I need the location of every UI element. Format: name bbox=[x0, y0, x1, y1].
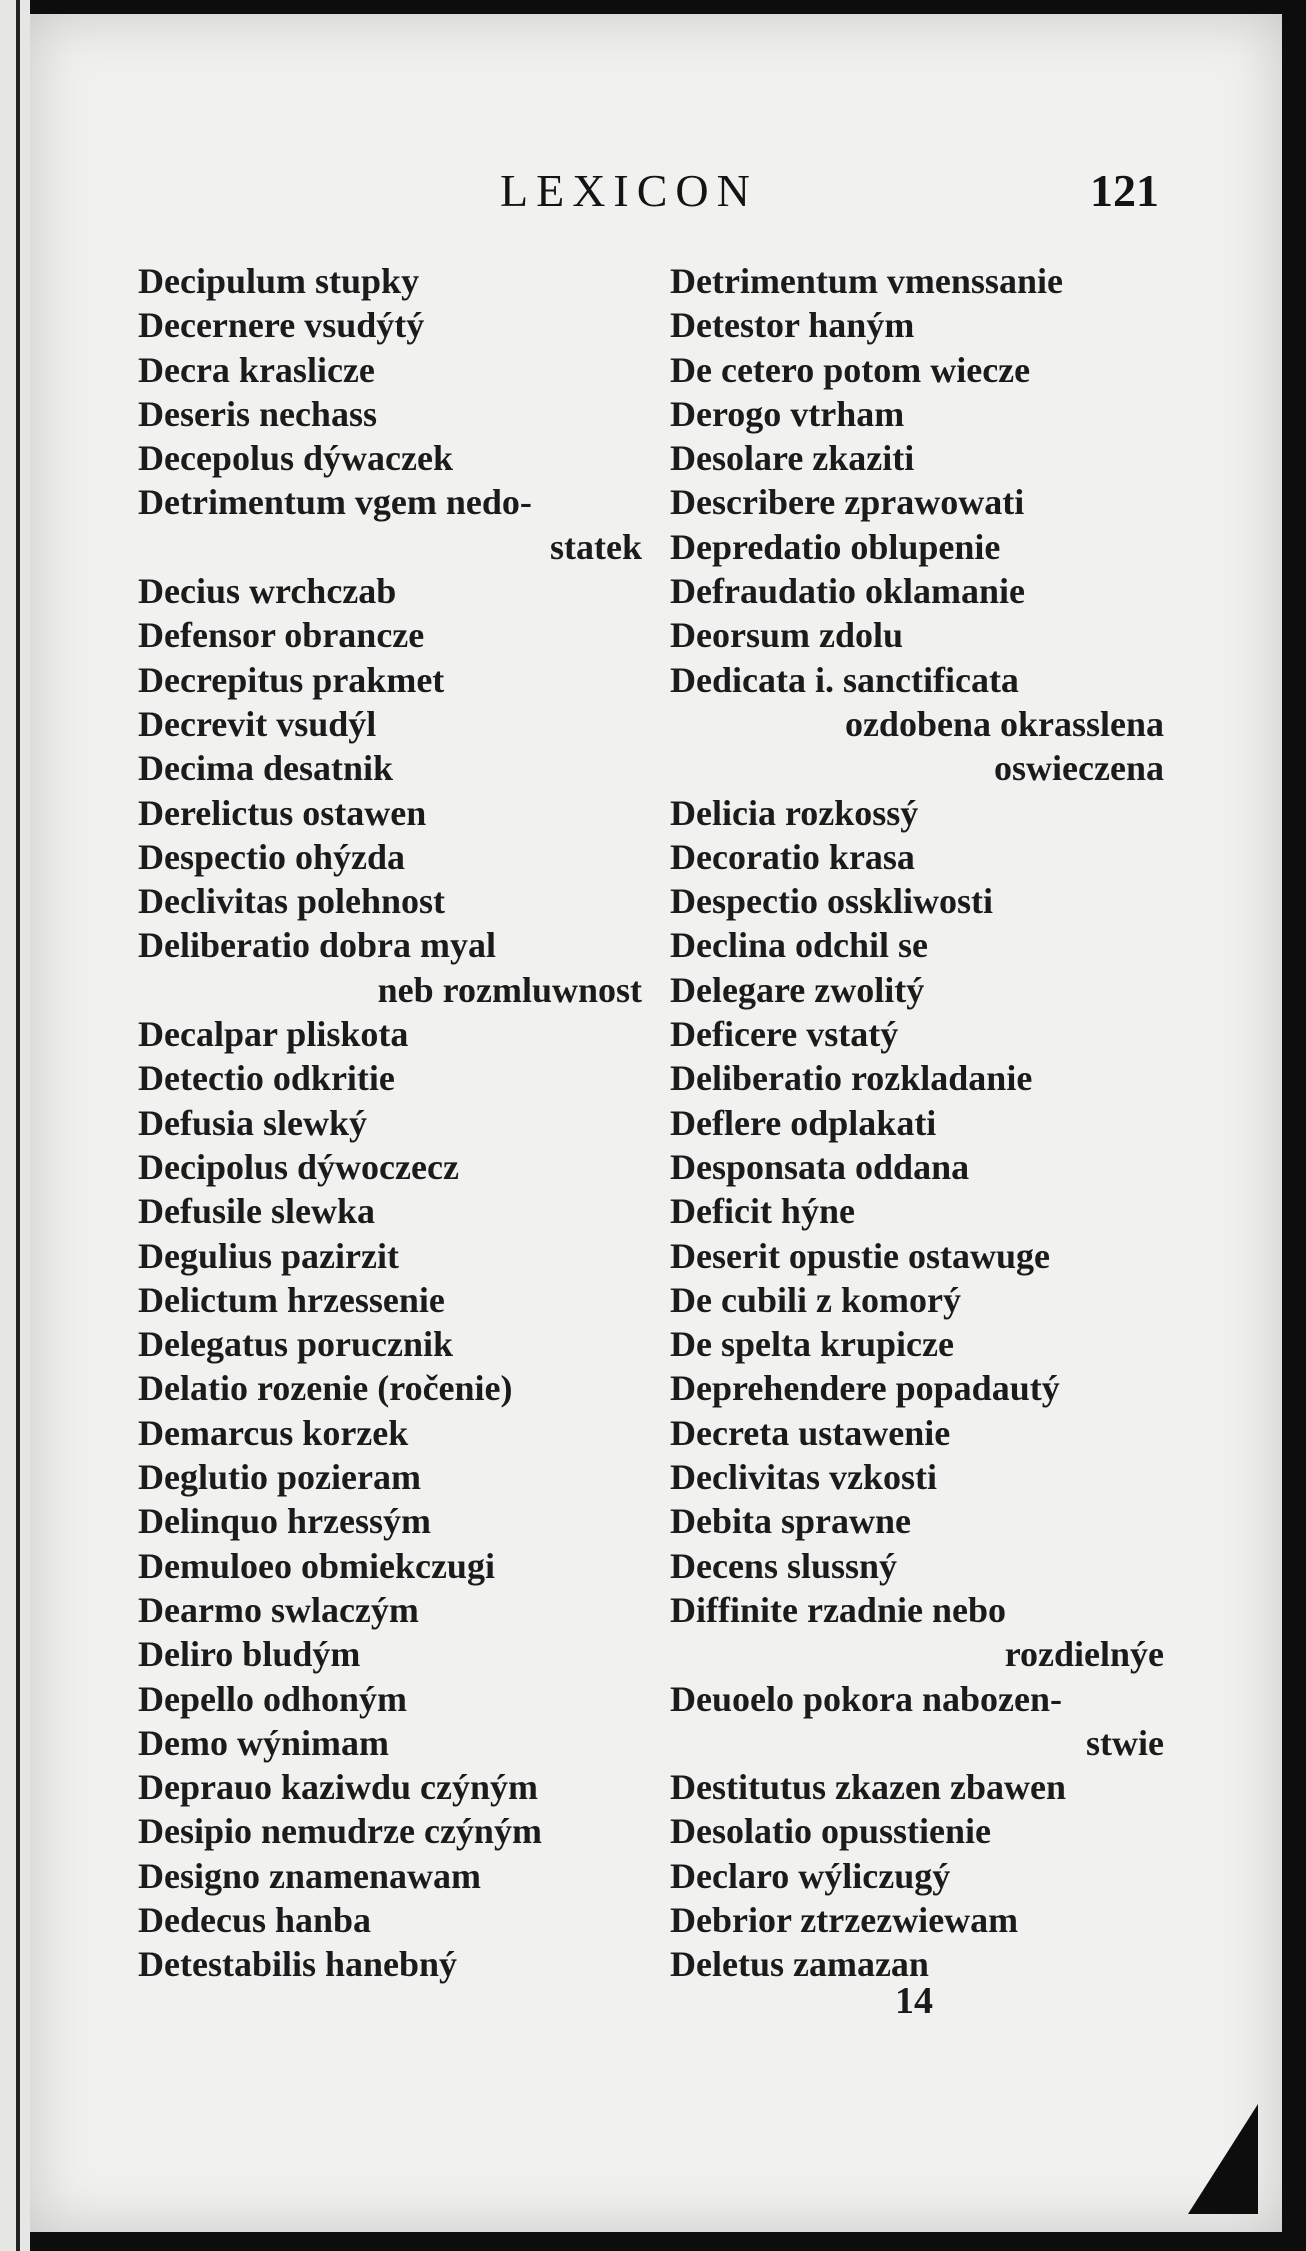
dictionary-entry-continuation: statek bbox=[550, 526, 642, 567]
running-head: LEXICON bbox=[500, 165, 758, 216]
dictionary-entry: Derogo vtrham bbox=[670, 393, 905, 434]
dictionary-entry: Deprauo kaziwdu czýným bbox=[138, 1767, 539, 1808]
dictionary-entry: Desponsata oddana bbox=[670, 1146, 970, 1187]
dictionary-entry: Degulius pazirzit bbox=[138, 1235, 399, 1276]
page-corner-fold bbox=[1188, 2104, 1258, 2214]
dictionary-entry: Delatio rozenie (ročenie) bbox=[138, 1368, 513, 1409]
dictionary-entry-continuation: rozdielnýe bbox=[1004, 1634, 1164, 1675]
dictionary-entry: Decius wrchczab bbox=[138, 571, 397, 612]
dictionary-entry: Defusile slewka bbox=[138, 1191, 375, 1232]
dictionary-entry: Detectio odkritie bbox=[138, 1058, 395, 1099]
dictionary-entry: Dedicata i. sanctificata bbox=[670, 659, 1019, 700]
dictionary-entry: Decrepitus prakmet bbox=[138, 659, 445, 700]
book-page bbox=[30, 14, 1282, 2232]
dictionary-entry: Deuoelo pokora nabozen- bbox=[670, 1678, 1063, 1719]
dictionary-entry: Deserit opustie ostawuge bbox=[670, 1235, 1050, 1276]
dictionary-entry: Defensor obrancze bbox=[138, 615, 425, 656]
dictionary-entry: Demo wýnimam bbox=[138, 1722, 389, 1763]
dictionary-entry-continuation: neb rozmluwnost bbox=[377, 969, 642, 1010]
dictionary-entry: Decreta ustawenie bbox=[670, 1412, 951, 1453]
dictionary-entry: Deorsum zdolu bbox=[670, 615, 903, 656]
signature-mark: 14 bbox=[895, 1980, 933, 2022]
dictionary-entry: Declivitas polehnost bbox=[138, 881, 446, 922]
dictionary-entry: Desolatio opusstienie bbox=[670, 1811, 992, 1852]
dictionary-entry: Decoratio krasa bbox=[670, 836, 915, 877]
dictionary-entry-continuation: ozdobena okrasslena bbox=[844, 703, 1164, 744]
right-column bbox=[670, 259, 1170, 1987]
dictionary-entry: Delinquo hrzessým bbox=[138, 1501, 432, 1542]
dictionary-entry: Decipulum stupky bbox=[138, 261, 420, 301]
dictionary-entry: Debrior ztrzezwiewam bbox=[670, 1899, 1019, 1940]
dictionary-entry: Decra kraslicze bbox=[138, 349, 375, 390]
dictionary-entry: Deficere vstatý bbox=[670, 1014, 899, 1055]
adjacent-page-edge bbox=[0, 0, 30, 2251]
dictionary-entry: Decens slussný bbox=[670, 1545, 898, 1586]
dictionary-entry: Derelictus ostawen bbox=[138, 792, 427, 833]
dictionary-entry: Delictum hrzessenie bbox=[138, 1279, 445, 1320]
dictionary-entry: Deletus zamazan bbox=[670, 1944, 929, 1985]
dictionary-entry: Deflere odplakati bbox=[670, 1102, 937, 1143]
dictionary-entry: Decepolus dýwaczek bbox=[138, 438, 453, 479]
dictionary-entry: Defraudatio oklamanie bbox=[670, 571, 1025, 612]
dictionary-entry: Desipio nemudrze czýným bbox=[138, 1811, 542, 1852]
dictionary-entry: Declivitas vzkosti bbox=[670, 1457, 937, 1498]
dictionary-entry: Detrimentum vmenssanie bbox=[670, 261, 1063, 301]
dictionary-entry: Dearmo swlaczým bbox=[138, 1589, 419, 1630]
dictionary-entry: Deficit hýne bbox=[670, 1191, 855, 1232]
dictionary-entry: Delegatus porucznik bbox=[138, 1324, 453, 1365]
dictionary-entry: Detrimentum vgem nedo- bbox=[138, 482, 532, 523]
dictionary-entry: Diffinite rzadnie nebo bbox=[670, 1589, 1006, 1630]
dictionary-entry: Deliberatio rozkladanie bbox=[670, 1058, 1033, 1099]
dictionary-entry: De cetero potom wiecze bbox=[670, 349, 1031, 390]
dictionary-entry: Despectio ohýzda bbox=[138, 836, 405, 877]
dictionary-entry: Dedecus hanba bbox=[138, 1899, 372, 1940]
dictionary-entry: Detestor haným bbox=[670, 305, 915, 346]
dictionary-entry: Decernere vsudýtý bbox=[138, 305, 425, 346]
dictionary-entry: Destitutus zkazen zbawen bbox=[670, 1767, 1066, 1808]
dictionary-entry: Deliberatio dobra myal bbox=[138, 925, 496, 966]
dictionary-entry: Demarcus korzek bbox=[138, 1412, 409, 1453]
dictionary-entry: Demuloeo obmiekczugi bbox=[138, 1545, 495, 1586]
dictionary-entry: Describere zprawowati bbox=[670, 482, 1025, 523]
dictionary-entry: Decipolus dýwoczecz bbox=[138, 1146, 459, 1187]
dictionary-entry: Decrevit vsudýl bbox=[138, 703, 377, 744]
dictionary-entry: Declaro wýliczugý bbox=[670, 1855, 951, 1896]
dictionary-entry: Despectio osskliwosti bbox=[670, 881, 993, 922]
dictionary-entry: Deseris nechass bbox=[138, 393, 377, 434]
dictionary-entry: Deprehendere popadautý bbox=[670, 1368, 1060, 1409]
dictionary-entry: Desolare zkaziti bbox=[670, 438, 915, 479]
left-column bbox=[138, 259, 648, 1987]
dictionary-entry: Designo znamenawam bbox=[138, 1855, 481, 1896]
dictionary-entry-continuation: stwie bbox=[1086, 1722, 1164, 1763]
dictionary-entry: De cubili z komorý bbox=[670, 1279, 961, 1320]
page-number: 121 bbox=[1090, 165, 1159, 216]
dictionary-entry: Deliro bludým bbox=[138, 1634, 361, 1675]
dictionary-entry: Depello odhoným bbox=[138, 1678, 408, 1719]
dictionary-entry: Delicia rozkossý bbox=[670, 792, 919, 833]
dictionary-entry: Defusia slewký bbox=[138, 1102, 368, 1143]
dictionary-entry: Declina odchil se bbox=[670, 925, 928, 966]
dictionary-entry: De spelta krupicze bbox=[670, 1324, 954, 1365]
dictionary-entry: Decalpar pliskota bbox=[138, 1014, 409, 1055]
dictionary-entry: Delegare zwolitý bbox=[670, 969, 925, 1010]
dictionary-entry: Depredatio oblupenie bbox=[670, 526, 1001, 567]
dictionary-entry: Decima desatnik bbox=[138, 748, 393, 789]
dictionary-entry: Deglutio pozieram bbox=[138, 1457, 421, 1498]
dictionary-entry-continuation: oswieczena bbox=[994, 748, 1164, 789]
dictionary-entry: Detestabilis hanebný bbox=[138, 1944, 458, 1985]
dictionary-entry: Debita sprawne bbox=[670, 1501, 911, 1542]
